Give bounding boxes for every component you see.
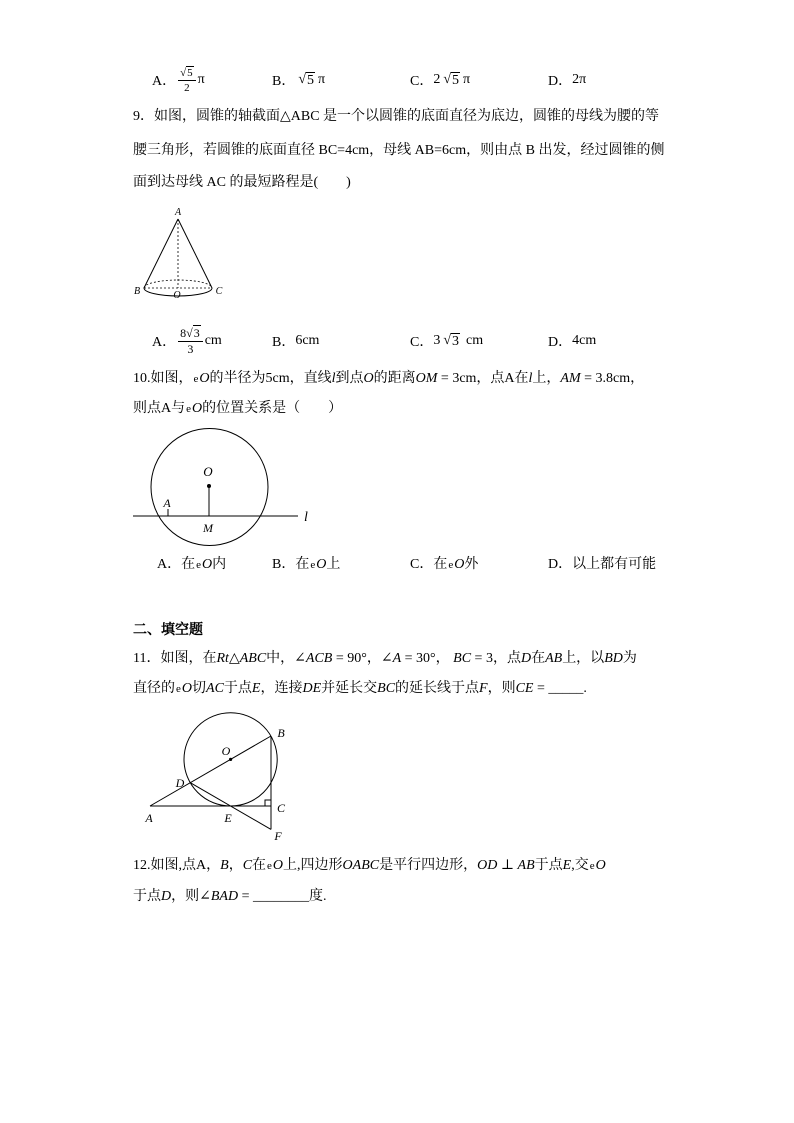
- math-var: AC: [206, 681, 224, 696]
- text: A．在: [157, 557, 196, 572]
- text: 的半径为5cm，直线: [209, 371, 332, 386]
- unit: cm: [204, 333, 222, 348]
- text: 是平行四边形，: [379, 858, 478, 873]
- fraction: [178, 327, 203, 356]
- circle-symbol: e: [176, 683, 181, 695]
- label-c: C: [276, 801, 286, 815]
- angle-symbol: ∠: [294, 651, 306, 666]
- cone-figure: [130, 205, 230, 305]
- radicand: 5: [307, 72, 315, 88]
- text: 上,四边形: [283, 858, 343, 873]
- circle-symbol: e: [589, 860, 595, 872]
- center-dot-o: [207, 484, 211, 488]
- radical-sign: √: [443, 333, 452, 348]
- text: =: [533, 681, 549, 696]
- math-var: E: [251, 681, 261, 696]
- circle-symbol: e: [310, 559, 316, 571]
- fraction-numerator: [178, 327, 203, 342]
- q8-option-a: [152, 66, 205, 94]
- circle-line-figure: [128, 420, 318, 555]
- math-var: BC: [377, 681, 396, 696]
- text: 上，以: [562, 651, 605, 666]
- label-f: F: [274, 829, 282, 843]
- text: 的距离: [373, 371, 416, 386]
- q9-stem-line-1: 9．如图，圆锥的轴截面△ABC 是一个以圆锥的底面直径为底边，圆锥的母线为腰的等: [133, 109, 660, 124]
- text: 度.: [308, 889, 327, 904]
- option-text: 6cm: [295, 333, 320, 348]
- coefficient: 2: [433, 72, 441, 87]
- text: = 3cm，点A在: [437, 371, 529, 386]
- q9-option-a: [152, 327, 222, 355]
- radicand: 3: [452, 333, 460, 349]
- math-var: B: [220, 858, 229, 873]
- option-label: A．: [152, 335, 177, 350]
- option-label: D．: [548, 335, 573, 350]
- q11-stem-line-2: [133, 680, 587, 698]
- text: = 90°，: [332, 651, 381, 666]
- label-d: D: [175, 776, 185, 790]
- text: 中，: [266, 651, 295, 666]
- q10-option-d: [548, 556, 656, 574]
- text: C．在: [410, 557, 448, 572]
- math-var: O: [181, 681, 193, 696]
- text: = 3，点: [471, 651, 521, 666]
- text: = 3.8cm，: [580, 371, 645, 386]
- q9-option-c: [410, 327, 483, 355]
- text: ，则: [171, 889, 200, 904]
- option-text: 2π: [572, 72, 587, 87]
- label-a: A: [174, 207, 182, 218]
- circle-symbol: e: [193, 373, 199, 385]
- math-var: C: [242, 858, 253, 873]
- perpendicular-symbol: ⊥: [497, 858, 518, 873]
- q8-option-b: [272, 66, 325, 94]
- text: 直径的: [133, 681, 175, 696]
- math-var: Rt: [216, 651, 229, 666]
- label-m: M: [203, 521, 213, 535]
- option-label: C．: [410, 74, 434, 89]
- label-l: l: [304, 510, 308, 525]
- angle-symbol: ∠: [199, 889, 211, 904]
- math-var: O: [595, 858, 606, 873]
- text: 内: [212, 557, 227, 572]
- text: ,交: [571, 858, 589, 873]
- text: 则点A与: [133, 401, 186, 416]
- label-c: C: [215, 286, 223, 297]
- q10-stem-line-2: [133, 400, 342, 418]
- option-label: D．: [548, 74, 573, 89]
- math-var: O: [363, 371, 374, 386]
- label-o: O: [203, 464, 213, 479]
- radical-sign: √: [180, 66, 187, 79]
- label-o: O: [221, 744, 231, 758]
- label-o: O: [173, 290, 181, 301]
- circle-symbol: e: [267, 860, 272, 872]
- math-var: O: [199, 371, 210, 386]
- q9-option-b: [272, 327, 319, 355]
- math-var: ACB: [305, 651, 333, 666]
- generator-ac: [178, 219, 212, 288]
- math-var: A: [392, 651, 402, 666]
- option-label: B．: [272, 74, 296, 89]
- math-var: D: [520, 651, 532, 666]
- pi-symbol: π: [463, 72, 471, 87]
- text: .: [583, 681, 587, 696]
- fraction-numerator: [178, 67, 196, 81]
- text: 并延长交: [321, 681, 378, 696]
- circle-symbol: e: [186, 403, 192, 415]
- text: 外: [464, 557, 479, 572]
- center-dot-o: [229, 758, 232, 761]
- option-label: C．: [410, 335, 434, 350]
- q10-option-c: [410, 556, 478, 574]
- math-var: AM: [560, 371, 581, 386]
- math-var: O: [192, 401, 203, 416]
- circle-symbol: e: [196, 559, 202, 571]
- option-text: 4cm: [572, 333, 597, 348]
- text: A，: [196, 858, 221, 873]
- pi-symbol: π: [197, 72, 205, 87]
- fraction-denominator: 2: [184, 81, 190, 94]
- radicand: 3: [193, 325, 200, 340]
- q11-stem-line-1: [133, 650, 637, 668]
- math-var: D: [161, 889, 172, 904]
- generator-ab: [144, 219, 178, 288]
- text: 12.如图,点: [133, 858, 196, 873]
- radical-sign: √: [443, 72, 452, 87]
- math-var: OABC: [342, 858, 380, 873]
- text: B．在: [272, 557, 310, 572]
- math-var: OM: [415, 371, 438, 386]
- text: 11．如图，在: [133, 651, 217, 666]
- math-var: CE: [515, 681, 534, 696]
- text: 在: [252, 858, 267, 873]
- math-var: O: [316, 557, 327, 572]
- radical-sign: √: [186, 325, 193, 340]
- triangle-circle-figure: [140, 705, 300, 845]
- label-a: A: [145, 811, 153, 825]
- text: 在: [531, 651, 546, 666]
- math-var: AB: [545, 651, 563, 666]
- answer-blank: _____: [548, 681, 584, 696]
- circle-symbol: e: [448, 559, 454, 571]
- text: 10.如图，: [133, 371, 193, 386]
- math-var: OD: [477, 858, 498, 873]
- text: 于点: [534, 858, 563, 873]
- math-var: AB: [517, 858, 535, 873]
- text: ，则: [487, 681, 516, 696]
- text: 上: [326, 557, 341, 572]
- text: 于点: [133, 889, 161, 904]
- q9-stem-line-2: 腰三角形，若圆锥的底面直径 BC=4cm，母线 AB=6cm，则由点 B 出发，经过圆锥的侧: [133, 143, 665, 158]
- right-angle-mark: [265, 800, 271, 806]
- text: 切: [192, 681, 207, 696]
- label-e: E: [224, 811, 232, 825]
- q12-stem-line-2: [133, 888, 326, 906]
- fraction: [178, 67, 196, 94]
- q8-option-d: [548, 66, 586, 94]
- math-var: BD: [604, 651, 623, 666]
- label-b: B: [133, 286, 141, 297]
- angle-symbol: ∠: [380, 651, 393, 666]
- answer-blank: ________: [252, 889, 309, 904]
- math-var: F: [479, 681, 488, 696]
- text: 于点: [223, 681, 252, 696]
- text: ，: [228, 858, 243, 873]
- q10-stem-line-1: [133, 370, 644, 388]
- text: ，连接: [260, 681, 303, 696]
- coefficient: 3: [433, 333, 441, 348]
- text: 到点: [335, 371, 364, 386]
- math-var: O: [272, 858, 284, 873]
- text: = 30°，: [401, 651, 454, 666]
- q9-option-d: [548, 327, 596, 355]
- radicand: 5: [452, 72, 460, 88]
- math-var: E: [562, 858, 572, 873]
- math-var: BC: [453, 651, 472, 666]
- math-var: BAD: [210, 889, 239, 904]
- q8-option-c: [410, 66, 470, 94]
- label-a: A: [163, 496, 171, 510]
- pi-symbol: π: [318, 72, 326, 87]
- math-var: l: [331, 371, 336, 386]
- label-b: B: [277, 726, 285, 740]
- math-var: O: [454, 557, 465, 572]
- math-var: l: [528, 371, 533, 386]
- text: 的位置关系是（ ）: [202, 401, 343, 416]
- text: 为: [622, 651, 637, 666]
- q9-stem-line-3: 面到达母线 AC 的最短路程是( ): [133, 175, 351, 190]
- q10-option-b: [272, 556, 340, 574]
- text: 上，: [532, 371, 561, 386]
- math-var: O: [202, 557, 213, 572]
- q10-option-a: [157, 556, 226, 574]
- text: =: [238, 889, 253, 904]
- unit: cm: [466, 333, 484, 348]
- math-var: DE: [302, 681, 322, 696]
- option-label: A．: [152, 74, 177, 89]
- coefficient: 8: [180, 325, 187, 340]
- text: 的延长线于点: [395, 681, 480, 696]
- triangle-symbol: △: [228, 651, 240, 666]
- section-heading: 二、填空题: [133, 623, 203, 638]
- text: D．以上都有可能: [548, 557, 657, 572]
- segment-ab: [150, 736, 271, 806]
- fraction-denominator: 3: [187, 341, 194, 356]
- q12-stem-line-1: [133, 857, 606, 875]
- option-label: B．: [272, 335, 296, 350]
- radical-sign: √: [298, 72, 307, 87]
- math-var: ABC: [239, 651, 267, 666]
- radicand: 5: [187, 66, 193, 79]
